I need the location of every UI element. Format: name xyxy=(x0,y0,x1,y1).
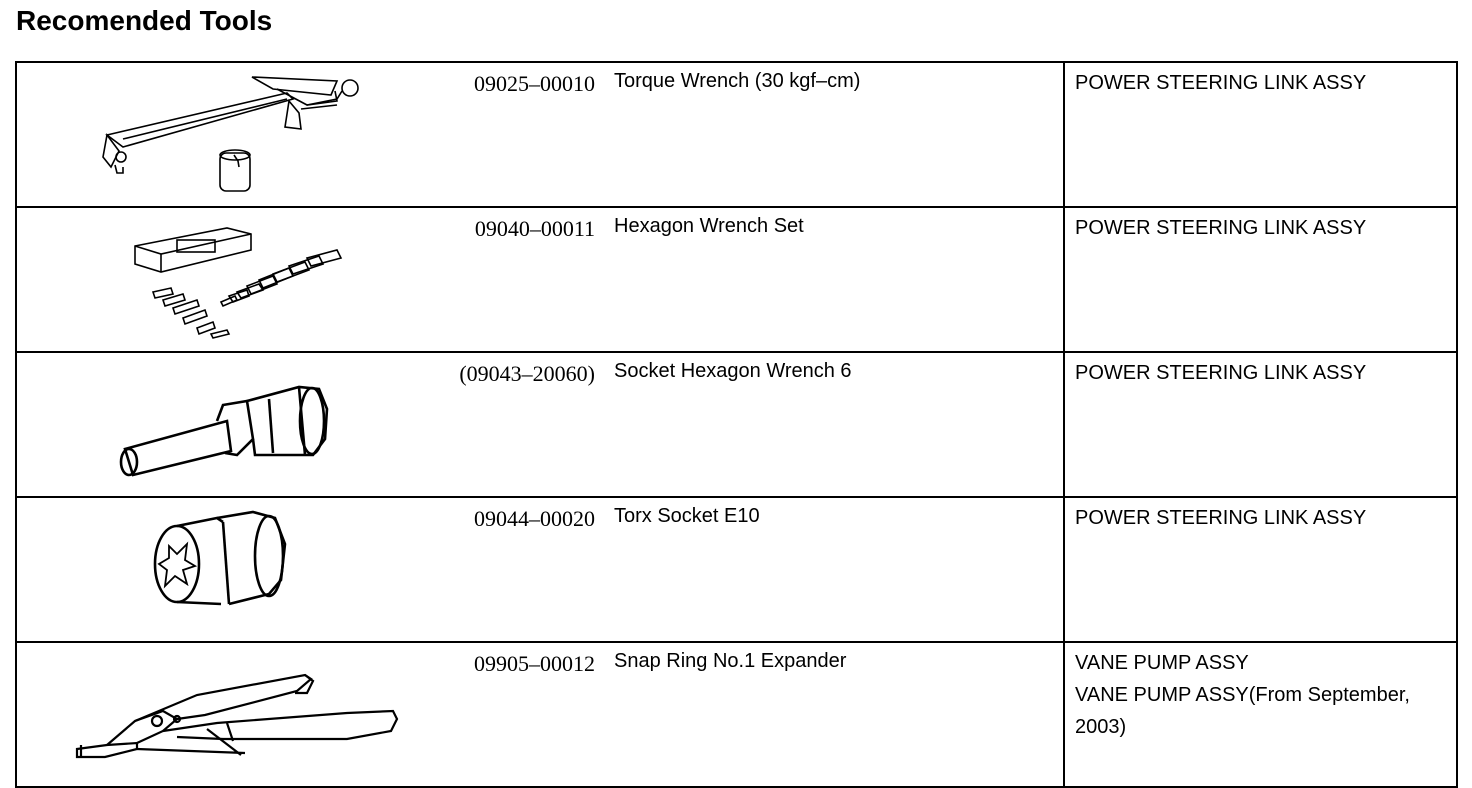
tool-cell xyxy=(16,497,1064,642)
applies-cell xyxy=(1064,207,1457,352)
tool-cell xyxy=(16,352,1064,497)
torx-socket-icon xyxy=(37,504,417,632)
applies-item: POWER STEERING LINK ASSY xyxy=(1075,507,1367,529)
applies-item: POWER STEERING LINK ASSY xyxy=(1075,72,1367,94)
part-number: 09044–00020 xyxy=(474,506,595,531)
part-number: 09905–00012 xyxy=(474,651,595,676)
part-number: (09043–20060) xyxy=(459,361,595,386)
tool-cell xyxy=(16,642,1064,787)
applies-cell xyxy=(1064,497,1457,642)
tool-cell xyxy=(16,62,1064,207)
applies-cell xyxy=(1064,642,1457,787)
applies-cell xyxy=(1064,352,1457,497)
part-number: 09025–00010 xyxy=(474,71,595,96)
tool-name: Torque Wrench (30 kgf–cm) xyxy=(614,70,861,92)
applies-item: 2003) xyxy=(1075,716,1127,738)
applies-item: VANE PUMP ASSY(From September, xyxy=(1075,684,1410,706)
table-row xyxy=(16,642,1457,787)
tool-name: Torx Socket E10 xyxy=(614,505,760,527)
applies-item: VANE PUMP ASSY xyxy=(1075,652,1249,674)
tools-table xyxy=(15,61,1458,788)
applies-item: POWER STEERING LINK ASSY xyxy=(1075,362,1367,384)
table-row xyxy=(16,352,1457,497)
hexagon-wrench-set-icon xyxy=(37,214,417,342)
part-number: 09040–00011 xyxy=(474,216,595,241)
tool-name: Socket Hexagon Wrench 6 xyxy=(614,360,852,382)
torque-wrench-icon xyxy=(37,69,417,197)
applies-item: POWER STEERING LINK ASSY xyxy=(1075,217,1367,239)
snap-ring-expander-icon xyxy=(37,649,417,777)
table-row xyxy=(16,62,1457,207)
tool-name: Hexagon Wrench Set xyxy=(614,215,804,237)
table-row xyxy=(16,207,1457,352)
socket-hexagon-wrench-icon xyxy=(37,359,417,487)
applies-cell xyxy=(1064,62,1457,207)
table-row xyxy=(16,497,1457,642)
tool-name: Snap Ring No.1 Expander xyxy=(614,650,847,672)
page-title: Recomended Tools xyxy=(16,5,273,36)
tool-cell xyxy=(16,207,1064,352)
